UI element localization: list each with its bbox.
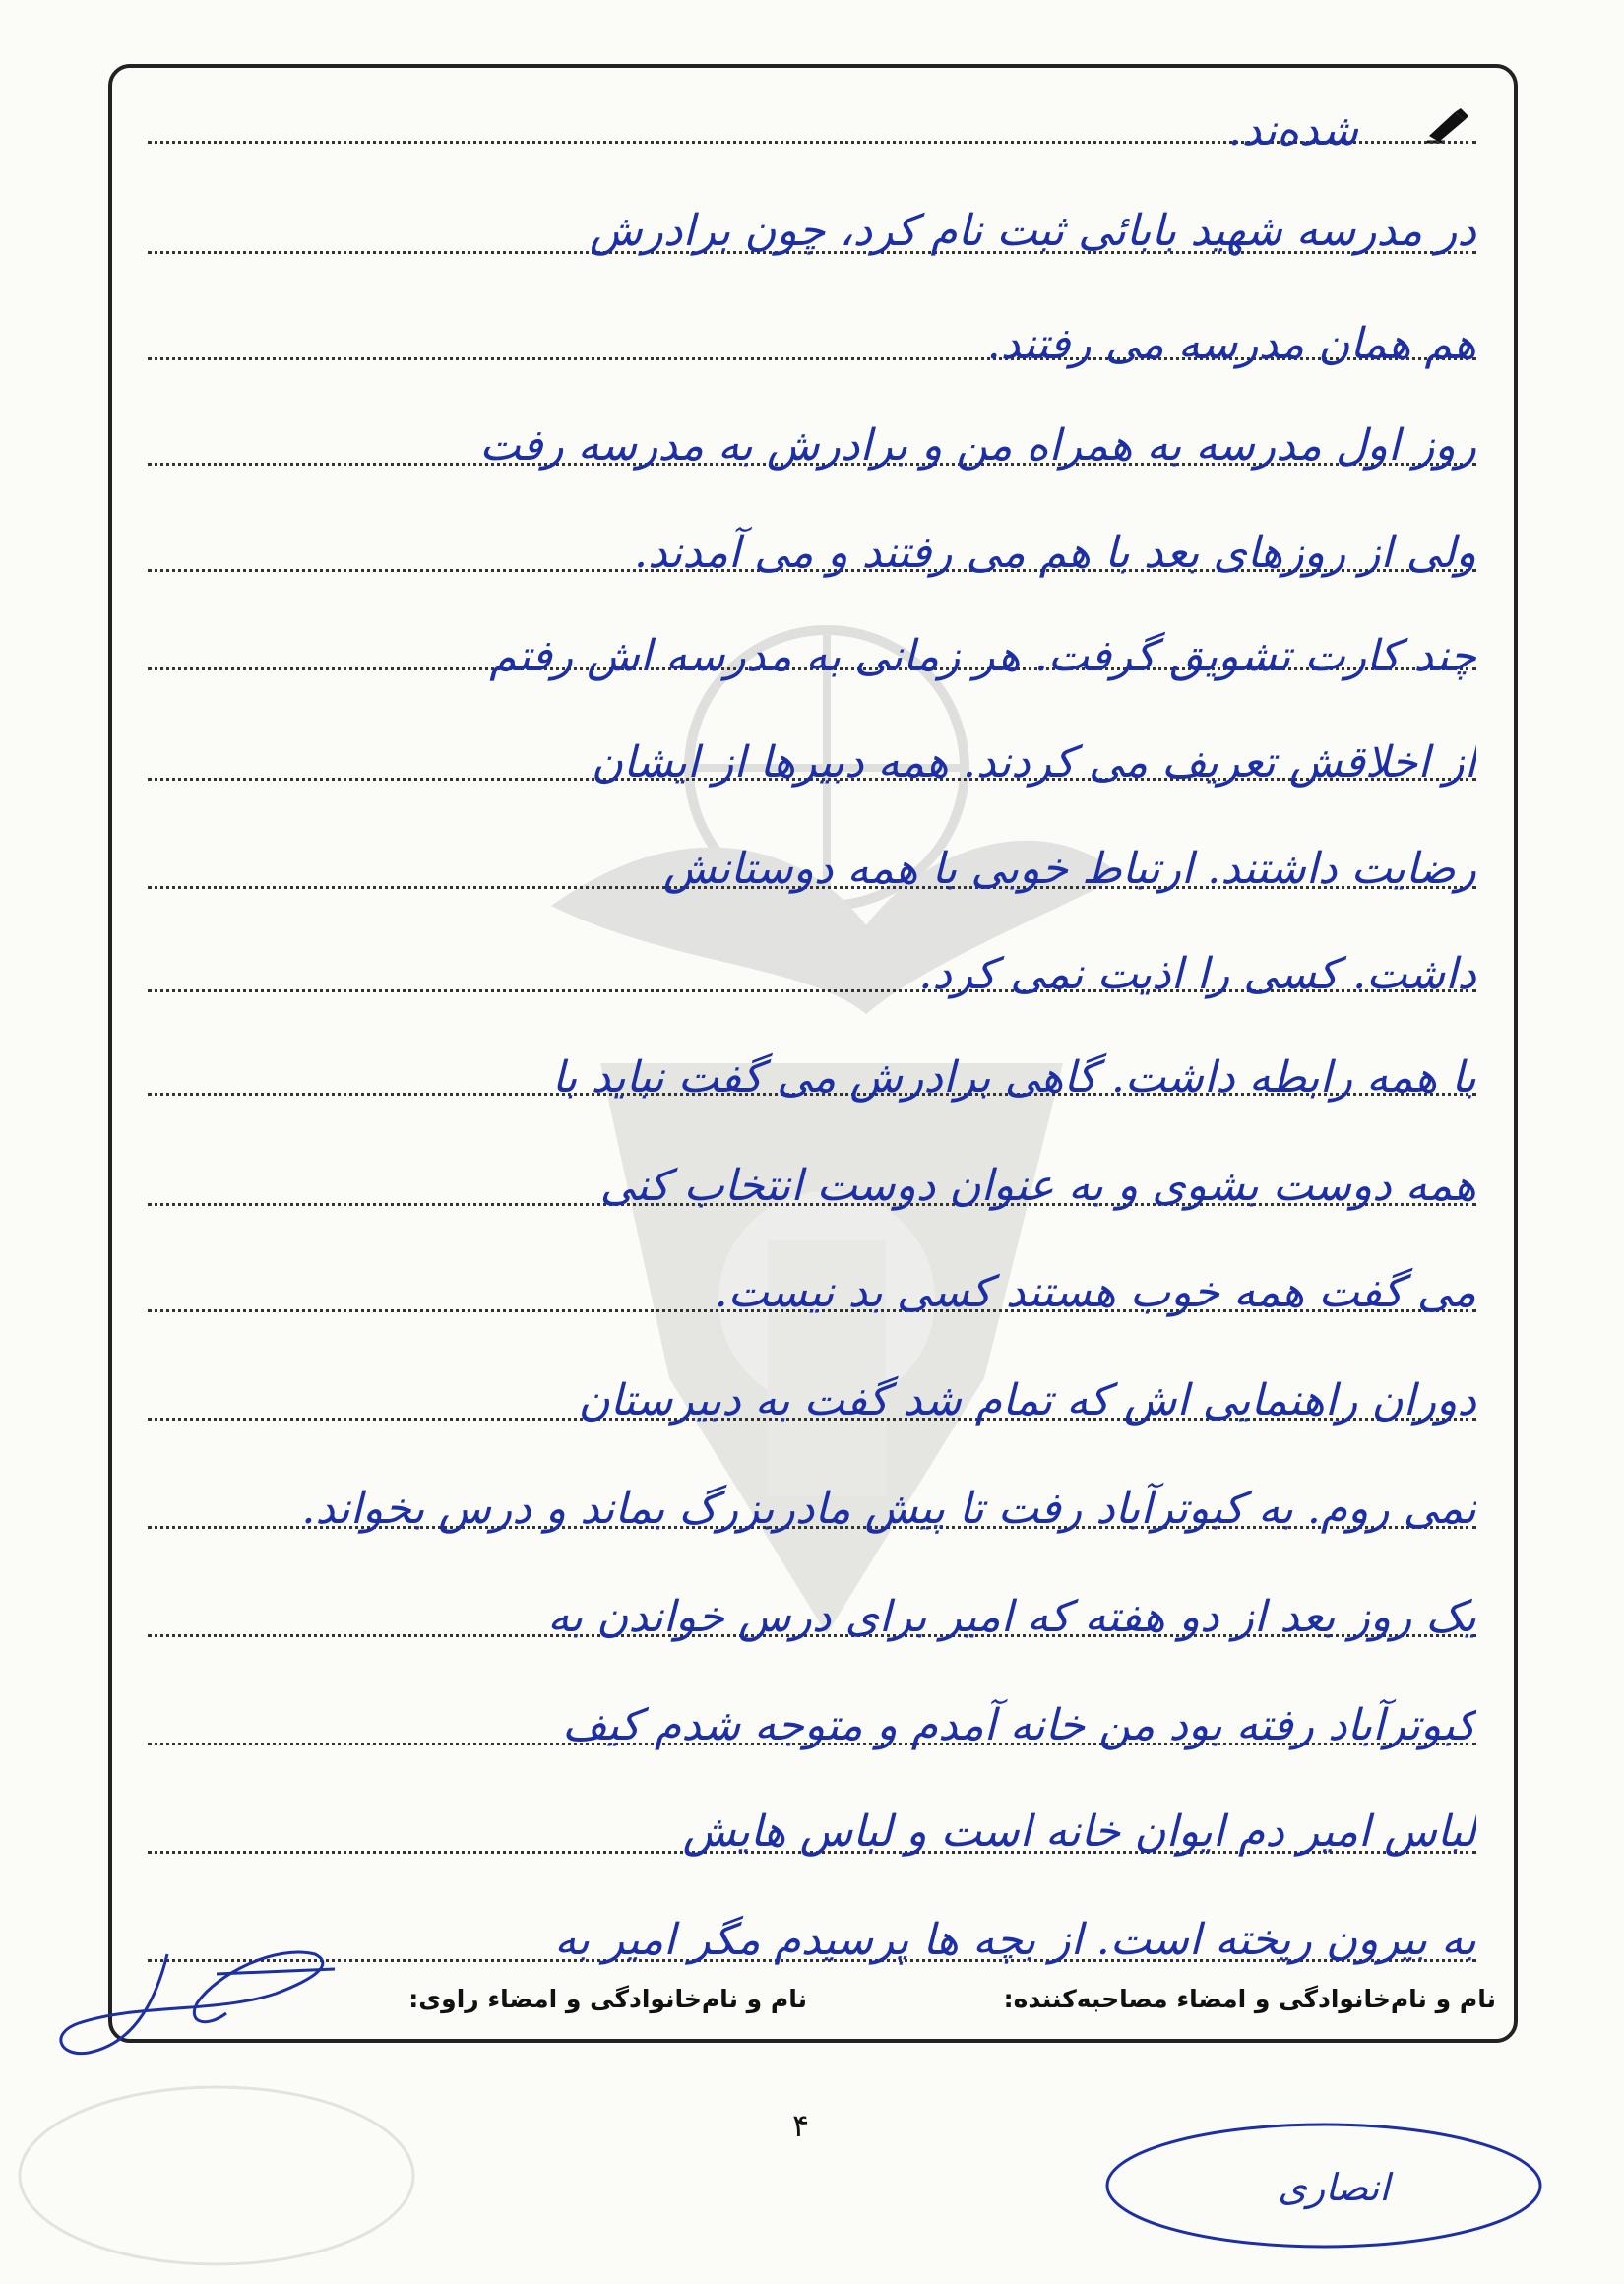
handwritten-line: با همه رابطه داشت. گاهی برادرش می گفت نباید با: [551, 1052, 1476, 1103]
handwritten-line: همه دوست بشوی و به عنوان دوست انتخاب کنی: [599, 1161, 1476, 1211]
narrator-signature: [20, 1935, 344, 2072]
handwritten-line: یک روز بعد از دو هفته که امیر برای درس خواندن به: [547, 1592, 1476, 1642]
handwritten-line: به بیرون ریخته است. از بچه ها پرسیدم مگر امیر به: [554, 1915, 1476, 1965]
interviewer-signature-label: نام و نام‌خانوادگی و امضاء مصاحبه‌کننده:: [1003, 1985, 1496, 2013]
handwritten-line: در مدرسه شهید بابائی ثبت نام کرد، چون برادرش: [589, 206, 1476, 256]
handwritten-line: از اخلاقش تعریف می کردند. همه دبیرها از ایشان: [591, 737, 1476, 788]
handwritten-line: می گفت همه خوب هستند کسی بد نیست.: [714, 1267, 1476, 1317]
handwritten-line: ولی از روزهای بعد با هم می رفتند و می آمدند.: [633, 528, 1476, 578]
interviewer-signature-oval: [1088, 2102, 1550, 2259]
writing-area: [148, 0, 1476, 2284]
handwritten-line: داشت. کسی را اذیت نمی کرد.: [918, 949, 1476, 999]
handwritten-line: لباس امیر دم ایوان خانه است و لباس هایش: [682, 1807, 1476, 1857]
signature-text: انصاری: [1278, 2166, 1390, 2209]
handwritten-line: نمی روم. به کبوترآباد رفت تا پیش مادربزرگ بماند و درس بخواند.: [301, 1484, 1476, 1534]
page-number: ۴: [792, 2107, 810, 2144]
handwritten-line: رضایت داشتند. ارتباط خوبی با همه دوستانش: [662, 844, 1476, 894]
handwritten-line: چند کارت تشویق گرفت. هر زمانی به مدرسه اش رفتم: [489, 631, 1476, 681]
narrator-signature-label: نام و نام‌خانوادگی و امضاء راوی:: [408, 1985, 807, 2013]
handwritten-line: هم همان مدرسه می رفتند.: [986, 319, 1476, 369]
handwritten-line: دوران راهنمایی اش که تمام شد گفت به دبیرستان: [578, 1375, 1476, 1426]
handwritten-line: شده‌ند.: [1227, 105, 1358, 156]
handwritten-line: روز اول مدرسه به همراه من و برادرش به مدرسه رفت: [479, 420, 1476, 471]
handwritten-line: کبوترآباد رفته بود من خانه آمدم و متوجه شدم کیف: [562, 1700, 1476, 1750]
